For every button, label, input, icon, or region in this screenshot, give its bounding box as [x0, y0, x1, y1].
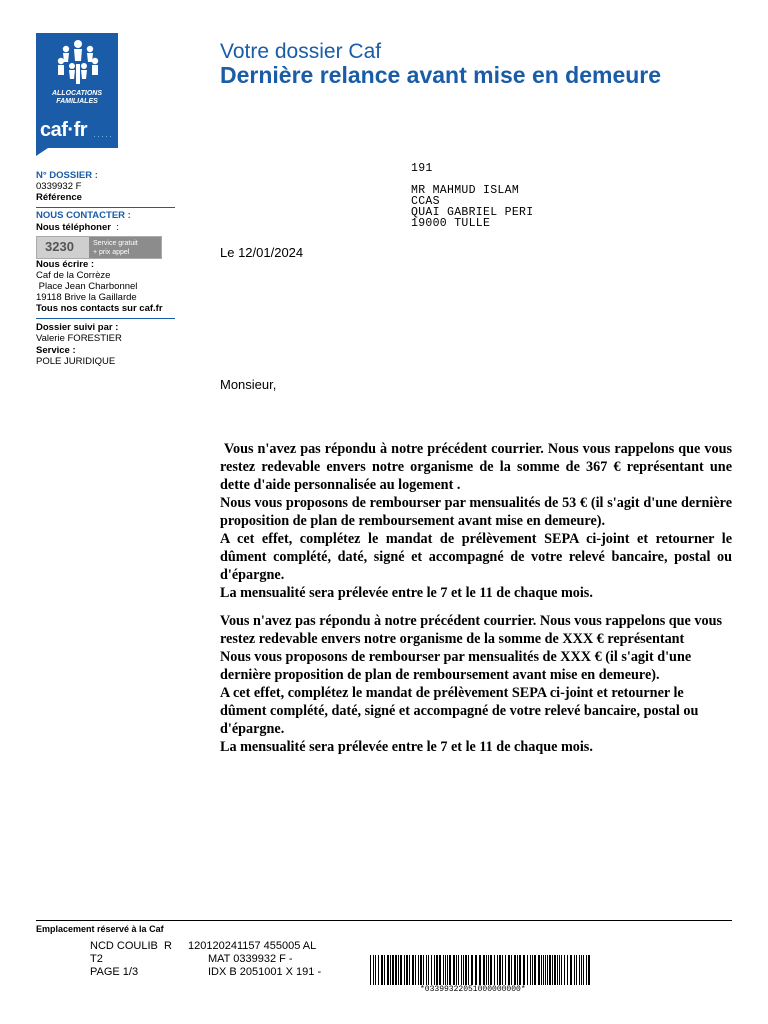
- footer-right-line: IDX B 2051001 X 191 -: [208, 966, 322, 978]
- barcode: [370, 955, 592, 985]
- contact-label: NOUS CONTACTER :: [36, 210, 131, 221]
- followed-label: Dossier suivi par :: [36, 322, 119, 333]
- write-label: Nous écrire :: [36, 259, 95, 270]
- recipient-line: 19000 TULLE: [411, 217, 491, 230]
- paragraph: Vous n'avez pas répondu à notre précédent courrier. Nous vous rappelons que vous restez redevable envers notre organisme de la somme de XXX € représentant: [220, 613, 722, 647]
- paragraph: Vous n'avez pas répondu à notre précédent courrier. Nous vous rappelons que vous restez redevable envers notre organisme de la somme de 367 € représentant une dette d'aide personnalisée au logement .: [220, 441, 736, 493]
- logo-line2: FAMILIALES: [56, 98, 98, 105]
- barcode-text: *03399322051000000000*: [420, 985, 526, 994]
- address-line: Caf de la Corrèze: [36, 270, 111, 281]
- footer-right-line: MAT 0339932 F -: [208, 953, 293, 965]
- recipient-line: MR MAHMUD ISLAM: [411, 184, 520, 197]
- footer-left-line: NCD COULIB R: [90, 940, 172, 952]
- reserved-label: Emplacement réservé à la Caf: [36, 924, 164, 934]
- paragraph: A cet effet, complétez le mandat de prélèvement SEPA ci-joint et retourner le dûment complété, daté, signé et accompagné de votre relevé bancaire, postal ou d'épargne.: [220, 531, 732, 583]
- paragraph: Nous vous proposons de rembourser par mensualités de XXX € (il s'agit d'une dernière proposition de plan de remboursement avant mise en demeure).: [220, 649, 692, 683]
- logo-dots: ·····: [93, 131, 113, 141]
- followed-value: Valerie FORESTIER: [36, 333, 122, 344]
- reference-label: Référence: [36, 192, 82, 203]
- all-contacts-link[interactable]: Tous nos contacts sur caf.fr: [36, 303, 163, 314]
- service-label: Service :: [36, 345, 76, 356]
- footer-code: 120120241157 455005 AL: [188, 940, 317, 952]
- footer-left-line: T2: [90, 953, 103, 965]
- recipient-line: CCAS: [411, 195, 440, 208]
- footer-left-line: PAGE 1/3: [90, 966, 139, 978]
- paragraph: Nous vous proposons de rembourser par mensualités de 53 € (il s'agit d'une dernière proposition de plan de remboursement avant mise en demeure).: [220, 495, 732, 529]
- logo-line1: ALLOCATIONS: [51, 90, 103, 97]
- recipient-code: 191: [411, 162, 433, 175]
- logo-brand: caf·fr: [40, 119, 88, 141]
- phone-number: 3230: [45, 239, 74, 254]
- address-line: 19118 Brive la Gaillarde: [36, 292, 137, 303]
- family-figures-icon: [52, 38, 104, 90]
- letter-block-1: [220, 440, 736, 602]
- paragraph: La mensualité sera prélevée entre le 7 et le 11 de chaque mois.: [220, 585, 593, 601]
- recipient-line: QUAI GABRIEL PERI: [411, 206, 534, 219]
- dossier-value: 0339932 F: [36, 181, 82, 192]
- header-title: Dernière relance avant mise en demeure: [220, 62, 662, 88]
- letter-date: Le 12/01/2024: [220, 245, 304, 260]
- footer-divider: [36, 920, 732, 921]
- address-line: Place Jean Charbonnel: [36, 281, 138, 292]
- phone-tag: Service gratuit + prix appel: [89, 237, 161, 258]
- divider: [36, 207, 175, 208]
- phone-label: Nous téléphoner :: [36, 222, 119, 233]
- service-value: POLE JURIDIQUE: [36, 356, 116, 367]
- dossier-label: N° DOSSIER :: [36, 170, 98, 181]
- letter-block-2: [220, 612, 732, 756]
- paragraph: La mensualité sera prélevée entre le 7 et le 11 de chaque mois.: [220, 739, 593, 755]
- phone-badge[interactable]: [36, 236, 162, 259]
- paragraph: A cet effet, complétez le mandat de prélèvement SEPA ci-joint et retourner le dûment complété, daté, signé et accompagné de votre relevé bancaire, postal ou d'épargne.: [220, 685, 699, 737]
- greeting: Monsieur,: [220, 377, 277, 392]
- header-subtitle: Votre dossier Caf: [220, 40, 382, 63]
- divider: [36, 318, 175, 319]
- caf-logo: [36, 33, 118, 155]
